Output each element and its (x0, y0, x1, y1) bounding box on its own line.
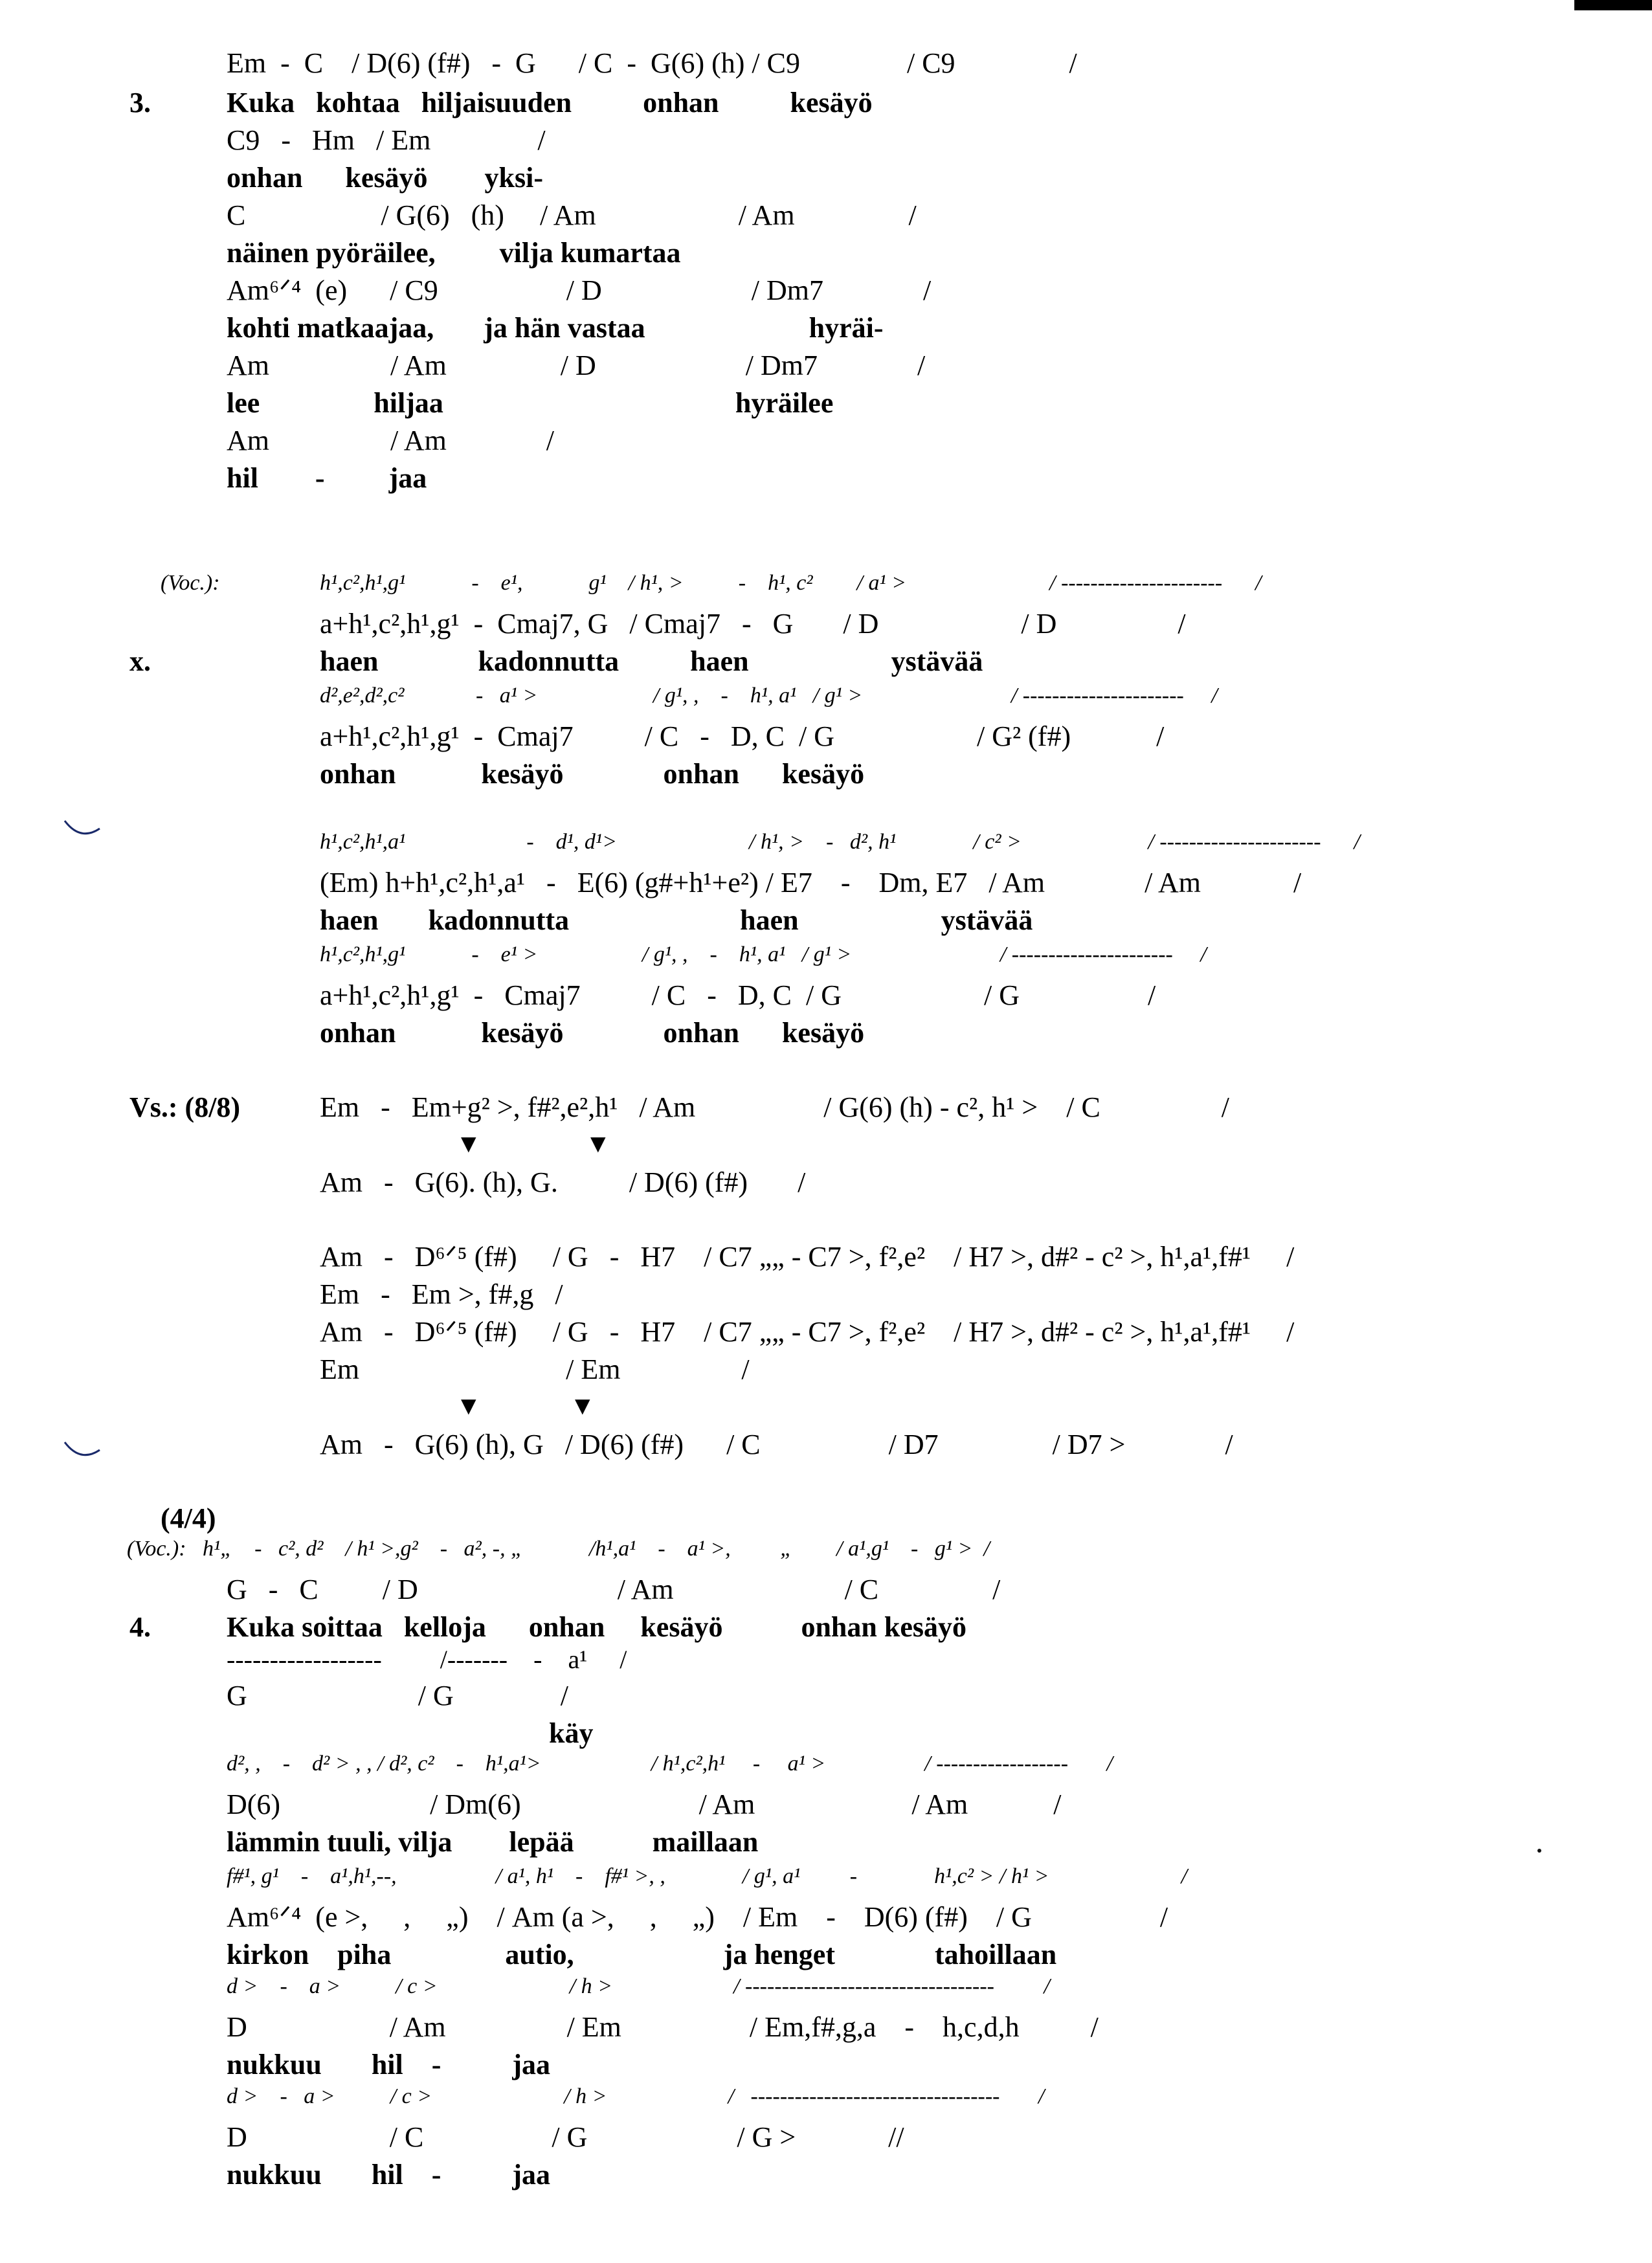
melody-line: d², , - d² > , , / d², c² - h¹,a¹> / h¹,c²,h¹ - a¹ > / ------------------ / (227, 1752, 1113, 1776)
chord-line: (Em) h+h¹,c²,h¹,a¹ - E(6) (g#+h¹+e²) / E7 - Dm, E7 / Am / Am / (320, 867, 1302, 898)
lyric-line: onhan kesäyö yksi- (227, 162, 544, 194)
lyric-line: lämmin tuuli, vilja lepää maillaan (227, 1826, 759, 1858)
melody-line: d > - a > / c > / h > / ---------------------------------- / (227, 2084, 1045, 2108)
down-arrow-icon: ▼ (585, 1129, 611, 1158)
chord-line: Am / Am / D / Dm7 / (227, 350, 926, 381)
chord-line: G - C / D / Am / C / (227, 1574, 1001, 1605)
lyric-line: kohti matkaajaa, ja hän vastaa hyräi- (227, 312, 884, 344)
down-arrow-icon: ▼ (570, 1391, 596, 1420)
chord-line: Am - G(6) (h), G / D(6) (f#) / C / D7 / D7 > / (320, 1429, 1233, 1460)
lyric-line: käy (549, 1717, 594, 1749)
melody-line: (Voc.): (161, 571, 220, 595)
chord-line: a+h¹,c²,h¹,g¹ - Cmaj7 / C - D, C / G / G / (320, 979, 1156, 1011)
speck (1537, 1849, 1541, 1853)
lyric-line: kirkon piha autio, ja henget tahoillaan (227, 1939, 1057, 1970)
melody-line: h¹,c²,h¹,g¹ - e¹, g¹ / h¹, > - h¹, c² / a¹ > / ---------------------- / (320, 571, 1262, 595)
margin-hole-mark (62, 1438, 104, 1464)
melody-line: f#¹, g¹ - a¹,h¹,--, / a¹, h¹ - f#¹ >, , / g¹, a¹ - h¹,c² > / h¹ > / (227, 1864, 1188, 1888)
section-marker: 4. (129, 1611, 151, 1643)
melody-line: h¹,c²,h¹,a¹ - d¹, d¹> / h¹, > - d², h¹ / c² > / ---------------------- / (320, 830, 1360, 854)
lyric-line: onhan kesäyö onhan kesäyö (320, 1017, 865, 1049)
lyric-line: Kuka soittaa kelloja onhan kesäyö onhan kesäyö (227, 1611, 966, 1643)
lyric-line: Kuka kohtaa hiljaisuuden onhan kesäyö (227, 87, 873, 118)
scan-corner-mark (1574, 0, 1652, 10)
margin-hole-mark (62, 817, 104, 843)
chord-line: Em - Em+g² >, f#²,e²,h¹ / Am / G(6) (h) - c², h¹ > / C / (320, 1091, 1230, 1123)
melody-line: h¹,c²,h¹,g¹ - e¹ > / g¹, , - h¹, a¹ / g¹ > / ---------------------- / (320, 942, 1207, 966)
chord-line: C / G(6) (h) / Am / Am / (227, 199, 917, 231)
lyric-line: hil - jaa (227, 462, 427, 494)
lyric-line: nukkuu hil - jaa (227, 2159, 551, 2191)
chord-line: G / G / (227, 1680, 568, 1711)
melody-line: (Voc.): h¹„ - c², d² / h¹ >,g² - a², -, „ /h¹,a¹ - a¹ >, „ / a¹,g¹ - g¹ > / (127, 1537, 990, 1561)
melody-line: d²,e²,d²,c² - a¹ > / g¹, , - h¹, a¹ / g¹ > / ---------------------- / (320, 684, 1218, 708)
lyric-line: näinen pyöräilee, vilja kumartaa (227, 237, 681, 269)
chord-line: Am / Am / (227, 425, 555, 456)
chord-line: Em - C / D(6) (f#) - G / C - G(6) (h) / C9 / C9 / (227, 47, 1077, 79)
lyric-line: haen kadonnutta haen ystävää (320, 645, 983, 677)
down-arrow-icon: ▼ (456, 1129, 482, 1158)
melody-line: d > - a > / c > / h > / ---------------------------------- / (227, 1974, 1050, 1998)
section-marker: x. (129, 645, 151, 677)
lyric-line: onhan kesäyö onhan kesäyö (320, 758, 865, 790)
chord-line: a+h¹,c²,h¹,g¹ - Cmaj7, G / Cmaj7 - G / D / D / (320, 608, 1186, 640)
chord-line: Am - G(6). (h), G. / D(6) (f#) / (320, 1166, 806, 1198)
melody-line: ------------------ /------- - a¹ / (227, 1645, 627, 1674)
chord-line: Am - D⁶ᐟ⁵ (f#) / G - H7 / C7 „„ - C7 >, f²,e² / H7 >, d#² - c² >, h¹,a¹,f#¹ / (320, 1241, 1295, 1273)
section-marker: 3. (129, 87, 151, 118)
lyric-line: lee hiljaa hyräilee (227, 387, 834, 419)
chord-line: D / C / G / G > // (227, 2121, 904, 2153)
section-marker: (4/4) (161, 1502, 216, 1534)
chord-line: Am⁶ᐟ⁴ (e) / C9 / D / Dm7 / (227, 274, 932, 306)
lyric-line: haen kadonnutta haen ystävää (320, 904, 1033, 936)
down-arrow-icon: ▼ (456, 1391, 482, 1420)
chord-line: Em - Em >, f#,g / (320, 1278, 563, 1310)
lyric-line: nukkuu hil - jaa (227, 2049, 551, 2080)
chord-line: D(6) / Dm(6) / Am / Am / (227, 1789, 1062, 1820)
chord-line: D / Am / Em / Em,f#,g,a - h,c,d,h / (227, 2011, 1099, 2043)
chord-line: Am - D⁶ᐟ⁵ (f#) / G - H7 / C7 „„ - C7 >, f²,e² / H7 >, d#² - c² >, h¹,a¹,f#¹ / (320, 1316, 1295, 1348)
section-marker: Vs.: (8/8) (129, 1091, 241, 1123)
chord-line: Em / Em / (320, 1354, 750, 1385)
chord-line: a+h¹,c²,h¹,g¹ - Cmaj7 / C - D, C / G / G² (f#) / (320, 720, 1165, 752)
chord-line: Am⁶ᐟ⁴ (e >, , „) / Am (a >, , „) / Em - D(6) (f#) / G / (227, 1901, 1168, 1933)
chord-line: C9 - Hm / Em / (227, 124, 546, 156)
